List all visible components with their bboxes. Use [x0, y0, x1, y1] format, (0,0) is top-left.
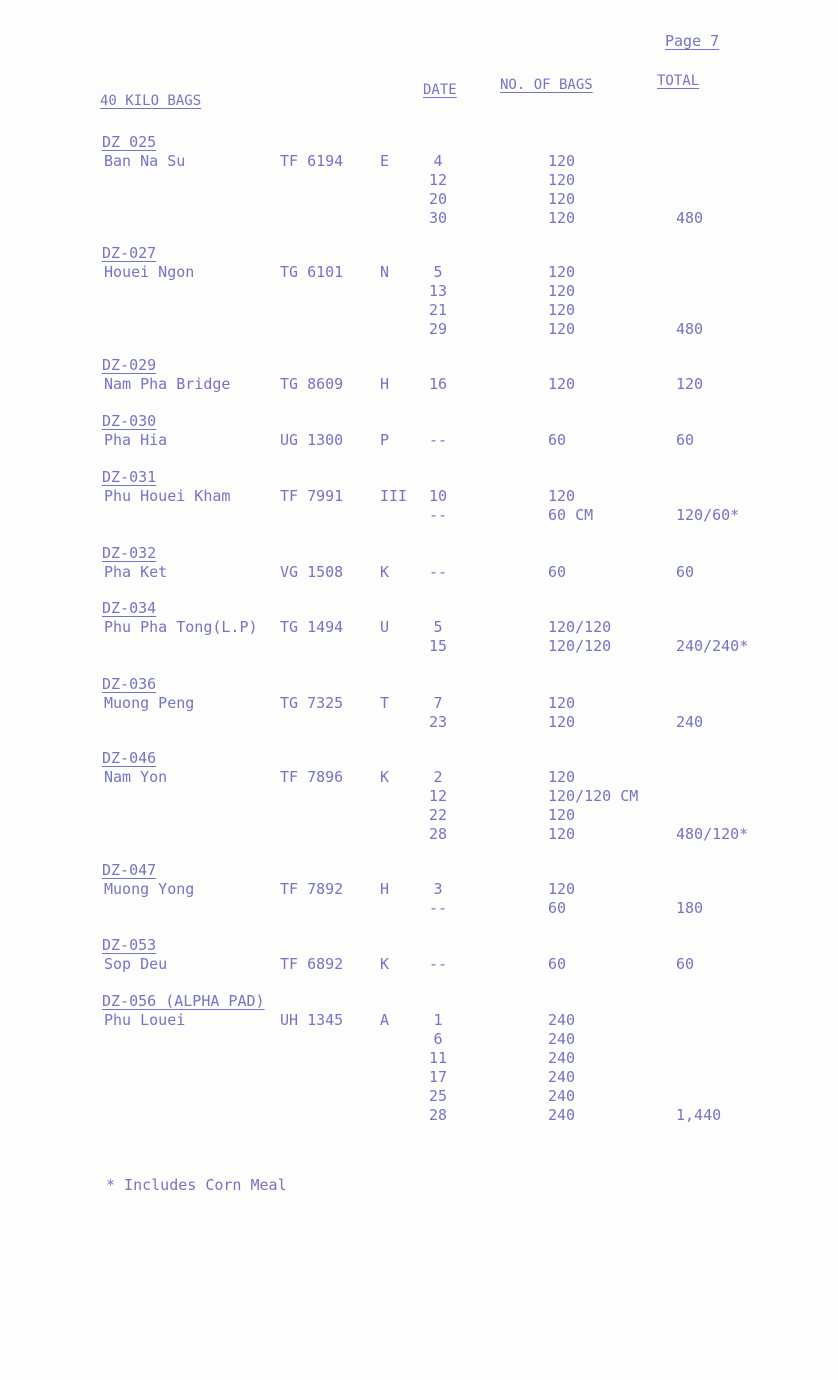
entry-total: 240	[676, 713, 704, 731]
drop-zone-name: Muong Yong	[104, 880, 195, 898]
drop-zone-code: DZ-056 (ALPHA PAD)	[102, 992, 265, 1010]
bag-count: 120	[548, 487, 576, 505]
entry-total: 60	[676, 955, 695, 973]
drop-zone-name: Phu Pha Tong(L.P)	[104, 618, 258, 636]
drop-zone-code: DZ 025	[102, 133, 157, 151]
entry-total: 480/120*	[676, 825, 749, 843]
delivery-date: 29	[428, 320, 448, 338]
bag-count: 120	[548, 825, 576, 843]
delivery-date: 23	[428, 713, 448, 731]
drop-zone-name: Phu Louei	[104, 1011, 186, 1029]
bag-count: 240	[548, 1106, 576, 1124]
zone-letter: U	[380, 618, 390, 636]
delivery-date: 5	[433, 618, 443, 636]
bag-count: 240	[548, 1087, 576, 1105]
delivery-date: 1	[433, 1011, 443, 1029]
delivery-date: 21	[428, 301, 448, 319]
bag-count: 120/120	[548, 618, 612, 636]
delivery-date: 30	[428, 209, 448, 227]
delivery-date: 10	[428, 487, 448, 505]
bag-count: 240	[548, 1030, 576, 1048]
section-title: 40 KILO BAGS	[100, 93, 202, 109]
bag-count: 120	[548, 190, 576, 208]
bag-count: 120	[548, 171, 576, 189]
delivery-date: 16	[428, 375, 448, 393]
delivery-date: --	[428, 563, 448, 581]
zone-letter: K	[380, 768, 390, 786]
delivery-date: 22	[428, 806, 448, 824]
drop-zone-code: DZ-032	[102, 544, 157, 562]
grid-reference: TF 6892	[280, 955, 344, 973]
grid-reference: TG 8609	[280, 375, 344, 393]
delivery-date: 3	[433, 880, 443, 898]
drop-zone-code: DZ-027	[102, 244, 157, 262]
grid-reference: VG 1508	[280, 563, 344, 581]
delivery-date: 15	[428, 637, 448, 655]
bag-count: 240	[548, 1068, 576, 1086]
delivery-date: 25	[428, 1087, 448, 1105]
bag-count: 60	[548, 431, 567, 449]
delivery-date: 5	[433, 263, 443, 281]
bag-count: 120	[548, 209, 576, 227]
bag-count: 240	[548, 1011, 576, 1029]
drop-zone-code: DZ-036	[102, 675, 157, 693]
delivery-date: 7	[433, 694, 443, 712]
delivery-date: 2	[433, 768, 443, 786]
zone-letter: H	[380, 880, 390, 898]
bag-count: 240	[548, 1049, 576, 1067]
bag-count: 120	[548, 694, 576, 712]
bag-count: 60	[548, 955, 567, 973]
drop-zone-code: DZ-047	[102, 861, 157, 879]
bag-count: 120/120	[548, 637, 612, 655]
bag-count: 60	[548, 563, 567, 581]
entry-total: 120	[676, 375, 704, 393]
entry-total: 120/60*	[676, 506, 740, 524]
delivery-date: --	[428, 431, 448, 449]
bag-count: 120	[548, 282, 576, 300]
bag-count: 120	[548, 806, 576, 824]
drop-zone-code: DZ-034	[102, 599, 157, 617]
drop-zone-name: Nam Pha Bridge	[104, 375, 231, 393]
drop-zone-name: Pha Ket	[104, 563, 168, 581]
entry-total: 240/240*	[676, 637, 749, 655]
entry-total: 60	[676, 431, 695, 449]
drop-zone-code: DZ-030	[102, 412, 157, 430]
zone-letter: E	[380, 152, 390, 170]
header-total: TOTAL	[657, 73, 700, 89]
bag-count: 120	[548, 768, 576, 786]
entry-total: 480	[676, 320, 704, 338]
bag-count: 60	[548, 899, 567, 917]
delivery-date: 17	[428, 1068, 448, 1086]
zone-letter: K	[380, 955, 390, 973]
entry-total: 180	[676, 899, 704, 917]
delivery-date: 11	[428, 1049, 448, 1067]
delivery-date: 4	[433, 152, 443, 170]
bag-count: 60 CM	[548, 506, 594, 524]
drop-zone-name: Sop Deu	[104, 955, 168, 973]
delivery-date: 28	[428, 1106, 448, 1124]
delivery-date: --	[428, 955, 448, 973]
drop-zone-code: DZ-053	[102, 936, 157, 954]
zone-letter: A	[380, 1011, 390, 1029]
bag-count: 120/120 CM	[548, 787, 639, 805]
grid-reference: TF 7896	[280, 768, 344, 786]
header-date: DATE	[423, 82, 457, 98]
bag-count: 120	[548, 880, 576, 898]
drop-zone-name: Ban Na Su	[104, 152, 186, 170]
footnote: * Includes Corn Meal	[106, 1176, 287, 1194]
zone-letter: P	[380, 431, 390, 449]
entry-total: 480	[676, 209, 704, 227]
entry-total: 1,440	[676, 1106, 722, 1124]
grid-reference: TG 6101	[280, 263, 344, 281]
drop-zone-name: Nam Yon	[104, 768, 168, 786]
delivery-date: 6	[433, 1030, 443, 1048]
grid-reference: UG 1300	[280, 431, 344, 449]
grid-reference: TG 1494	[280, 618, 344, 636]
entry-total: 60	[676, 563, 695, 581]
zone-letter: N	[380, 263, 390, 281]
delivery-date: 20	[428, 190, 448, 208]
drop-zone-code: DZ-031	[102, 468, 157, 486]
drop-zone-name: Phu Houei Kham	[104, 487, 231, 505]
header-bags: NO. OF BAGS	[500, 77, 593, 93]
bag-count: 120	[548, 152, 576, 170]
zone-letter: K	[380, 563, 390, 581]
zone-letter: III	[380, 487, 408, 505]
grid-reference: TG 7325	[280, 694, 344, 712]
grid-reference: TF 7892	[280, 880, 344, 898]
delivery-date: 13	[428, 282, 448, 300]
bag-count: 120	[548, 301, 576, 319]
bag-count: 120	[548, 320, 576, 338]
delivery-date: --	[428, 899, 448, 917]
bag-count: 120	[548, 263, 576, 281]
grid-reference: TF 6194	[280, 152, 344, 170]
drop-zone-name: Muong Peng	[104, 694, 195, 712]
drop-zone-code: DZ-046	[102, 749, 157, 767]
drop-zone-code: DZ-029	[102, 356, 157, 374]
drop-zone-name: Houei Ngon	[104, 263, 195, 281]
bag-count: 120	[548, 375, 576, 393]
page-number: Page 7	[665, 32, 720, 50]
delivery-date: 12	[428, 787, 448, 805]
delivery-date: 28	[428, 825, 448, 843]
zone-letter: T	[380, 694, 390, 712]
grid-reference: UH 1345	[280, 1011, 344, 1029]
grid-reference: TF 7991	[280, 487, 344, 505]
zone-letter: H	[380, 375, 390, 393]
bag-count: 120	[548, 713, 576, 731]
delivery-date: --	[428, 506, 448, 524]
drop-zone-name: Pha Hia	[104, 431, 168, 449]
delivery-date: 12	[428, 171, 448, 189]
